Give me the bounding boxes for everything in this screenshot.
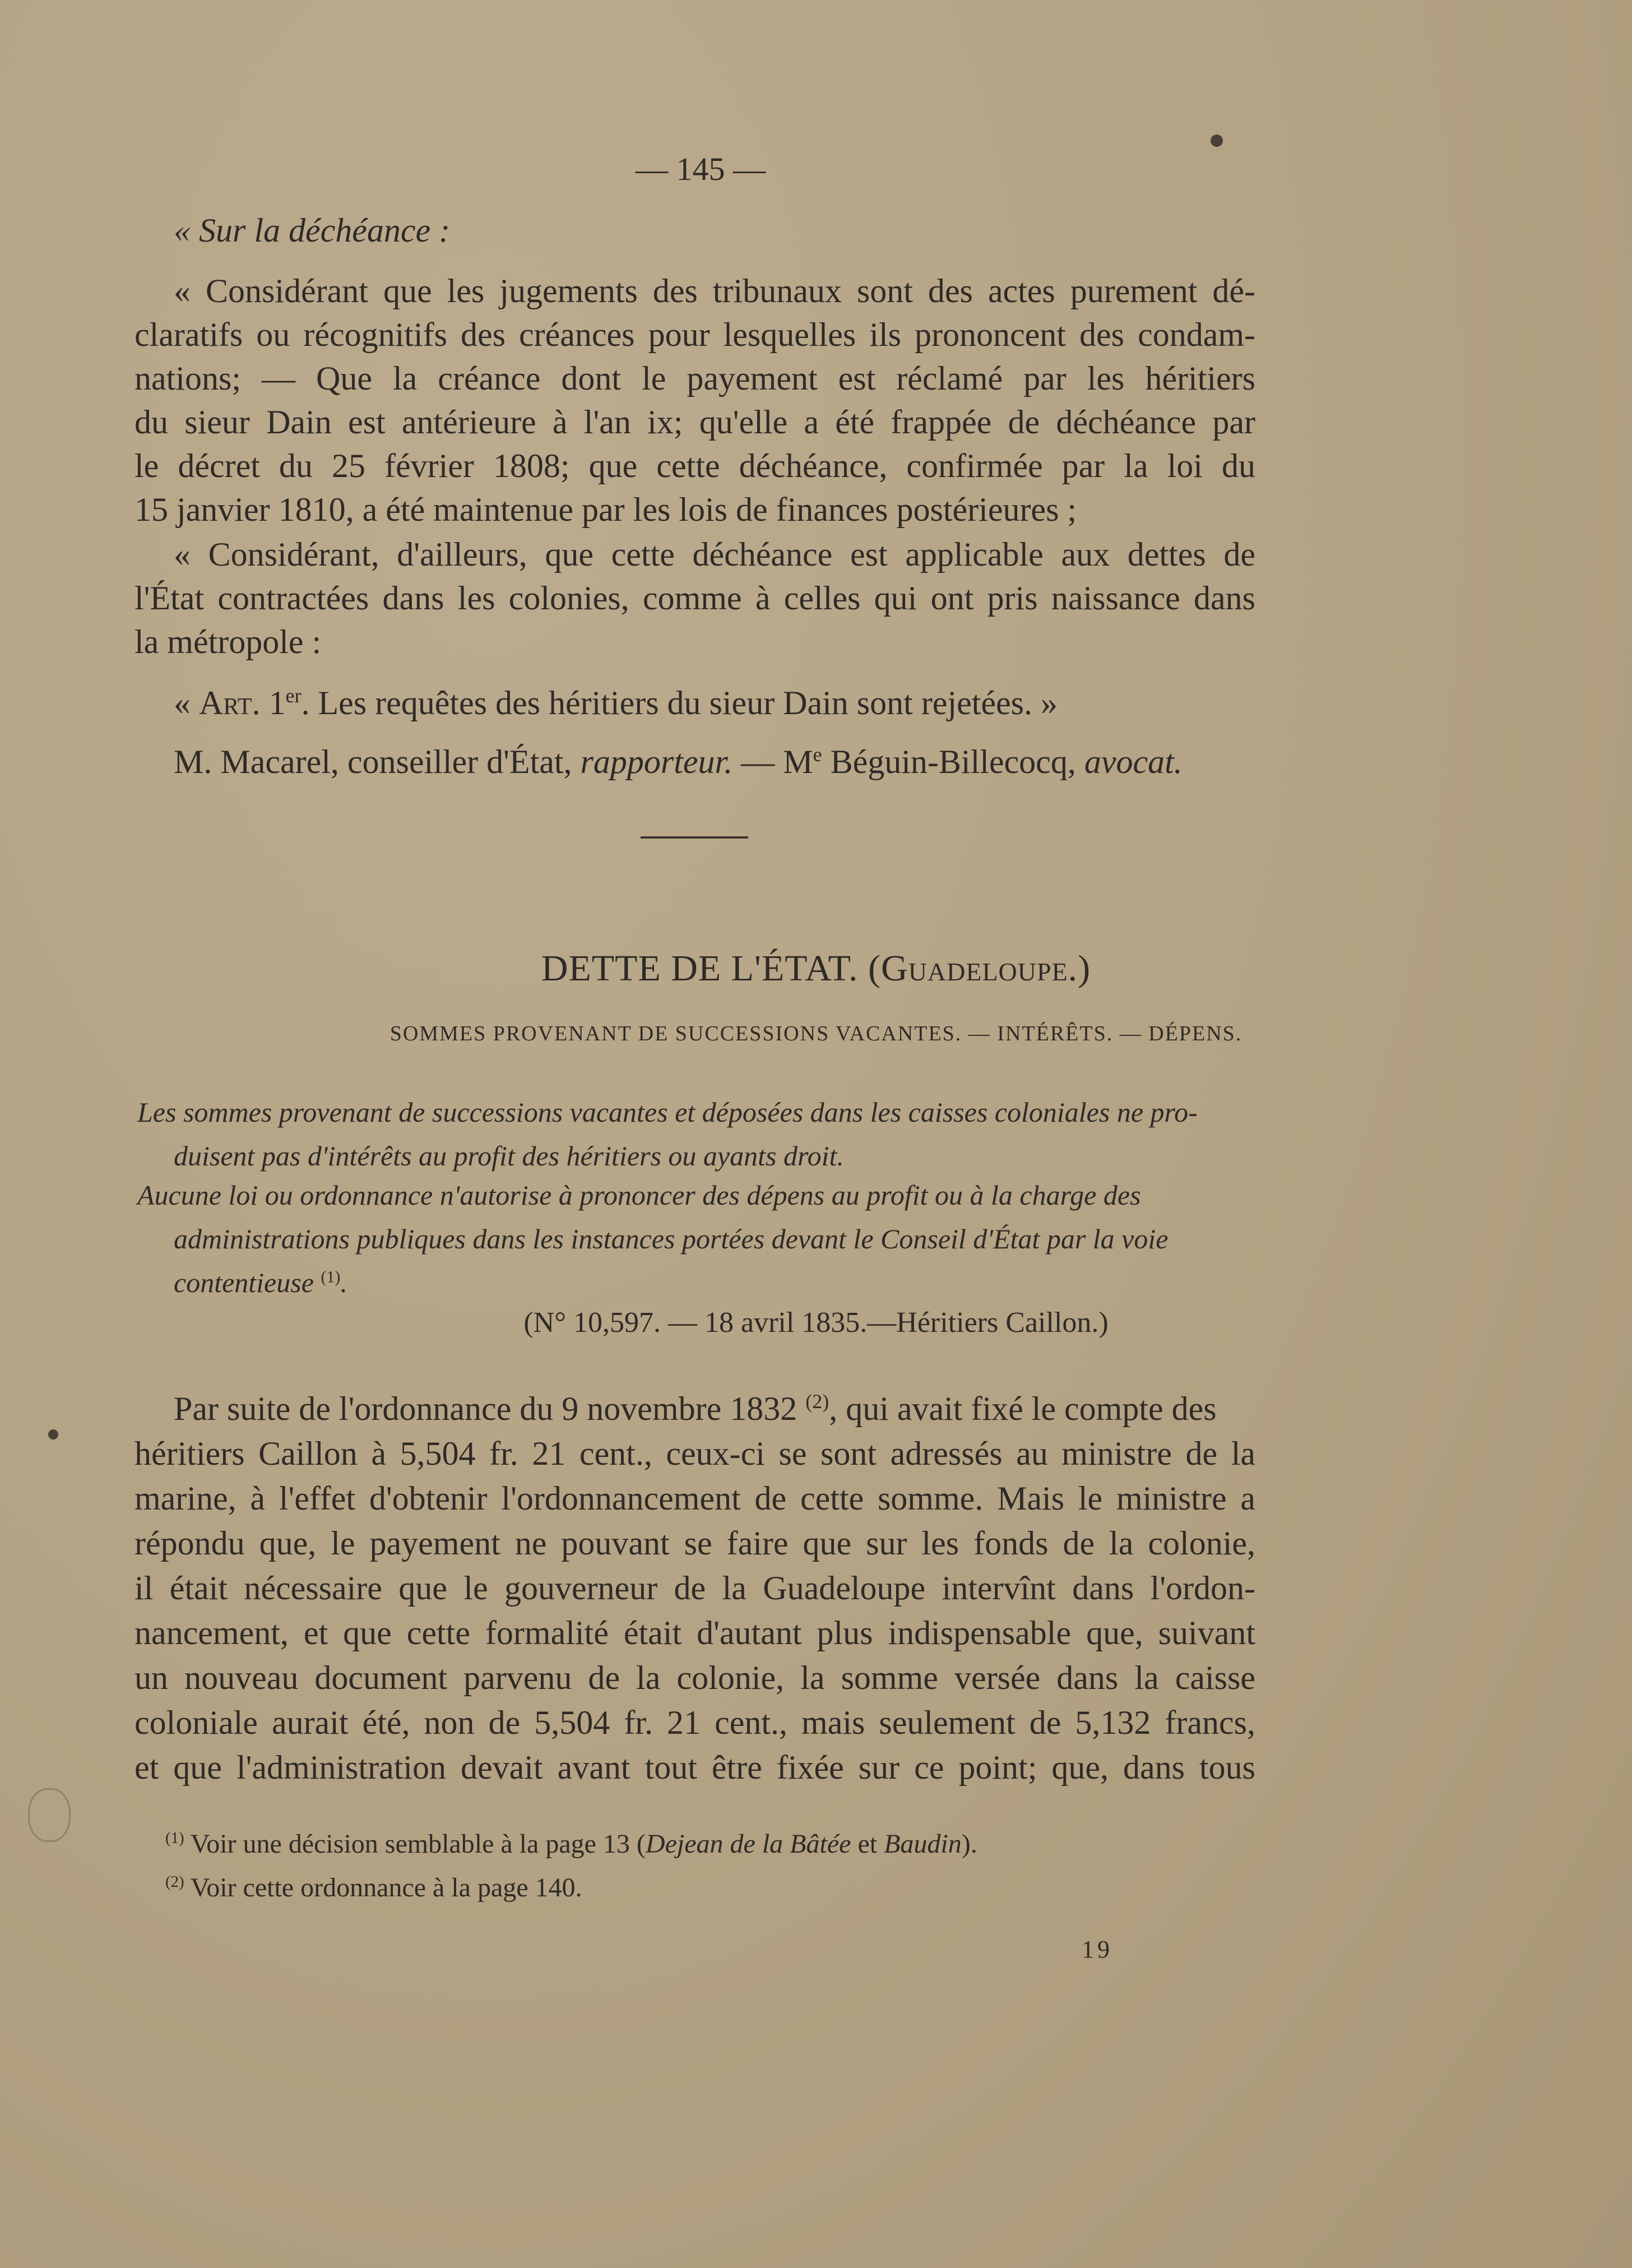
summary-line: Aucune loi ou ordonnance n'autorise à prononcer des dépens au profit ou à la charge des [137, 1179, 1141, 1211]
body-line: un nouveau document parvenu de la colonie, la somme versée dans la caisse [135, 1659, 1255, 1696]
body-line: et que l'administration devait avant tout être fixée sur ce point; que, dans tous [135, 1749, 1255, 1786]
decheance-heading: « Sur la déchéance : [174, 212, 451, 249]
body-line: nancement, et que cette formalité était d'autant plus indispensable que, suivant [135, 1614, 1255, 1651]
signature-mark: 19 [1082, 1936, 1113, 1963]
text-line: nations; — Que la créance dont le payement est réclamé par les héritiers [135, 360, 1255, 397]
ink-spot [48, 1429, 58, 1440]
summary-line: Les sommes provenant de successions vacantes et déposées dans les caisses coloniales ne pro- [137, 1096, 1198, 1128]
signature-line: M. Macarel, conseiller d'État, rapporteur. — Me Béguin-Billecocq, avocat. [174, 743, 1183, 780]
text-line: « Considérant que les jugements des tribunaux sont des actes purement dé- [174, 272, 1255, 309]
text-line: le décret du 25 février 1808; que cette déchéance, confirmée par la loi du [135, 447, 1255, 484]
text-line: claratifs ou récognitifs des créances pour lesquelles ils prononcent des condam- [135, 316, 1255, 353]
section-title: DETTE DE L'ÉTAT. (Guadeloupe.) [541, 948, 1091, 989]
text-line: du sieur Dain est antérieure à l'an ix; qu'elle a été frappée de déchéance par [135, 404, 1255, 441]
summary-line: duisent pas d'intérêts au profit des héritiers ou ayants droit. [174, 1140, 844, 1172]
ink-spot [1211, 135, 1223, 147]
text-line: « Considérant, d'ailleurs, que cette déchéance est applicable aux dettes de [174, 536, 1255, 573]
section-subtitle: SOMMES PROVENANT DE SUCCESSIONS VACANTES. — INTÉRÊTS. — DÉPENS. [390, 1022, 1242, 1045]
footnote-1: $^{(1)}$ Voir une décision semblable à la page 13 (Dejean de la Bâtée et Baudin). [165, 1829, 977, 1859]
body-line: marine, à l'effet d'obtenir l'ordonnancement de cette somme. Mais le ministre a [135, 1480, 1255, 1517]
article-line: « Art. 1er. Les requêtes des héritiers du sieur Dain sont rejetées. » [174, 684, 1058, 721]
section-divider [641, 836, 748, 839]
body-first-line: Par suite de l'ordonnance du 9 novembre 1832 $^{(2)}$, qui avait fixé le compte des [174, 1390, 1217, 1427]
case-reference: (N° 10,597. — 18 avril 1835.—Héritiers Caillon.) [523, 1307, 1109, 1339]
body-line: héritiers Caillon à 5,504 fr. 21 cent., ceux-ci se sont adressés au ministre de la [135, 1435, 1255, 1472]
summary-line: administrations publiques dans les instances portées devant le Conseil d'État par la voie [174, 1223, 1169, 1255]
footnote-2: $^{(2)}$ Voir cette ordonnance à la page 140. [165, 1873, 582, 1903]
page-number: — 145 — [636, 151, 766, 187]
body-line: répondu que, le payement ne pouvant se faire que sur les fonds de la colonie, [135, 1525, 1255, 1562]
summary-line: contentieuse $^{(1)}$. [174, 1267, 347, 1298]
text-line: l'État contractées dans les colonies, comme à celles qui ont pris naissance dans [135, 580, 1255, 617]
text-line: la métropole : [135, 623, 322, 660]
text-line: 15 janvier 1810, a été maintenue par les lois de finances postérieures ; [135, 491, 1077, 528]
body-line: coloniale aurait été, non de 5,504 fr. 21 cent., mais seulement de 5,132 francs, [135, 1704, 1255, 1741]
paper-stain [28, 1788, 71, 1842]
body-line: il était nécessaire que le gouverneur de la Guadeloupe intervînt dans l'ordon- [135, 1570, 1255, 1607]
